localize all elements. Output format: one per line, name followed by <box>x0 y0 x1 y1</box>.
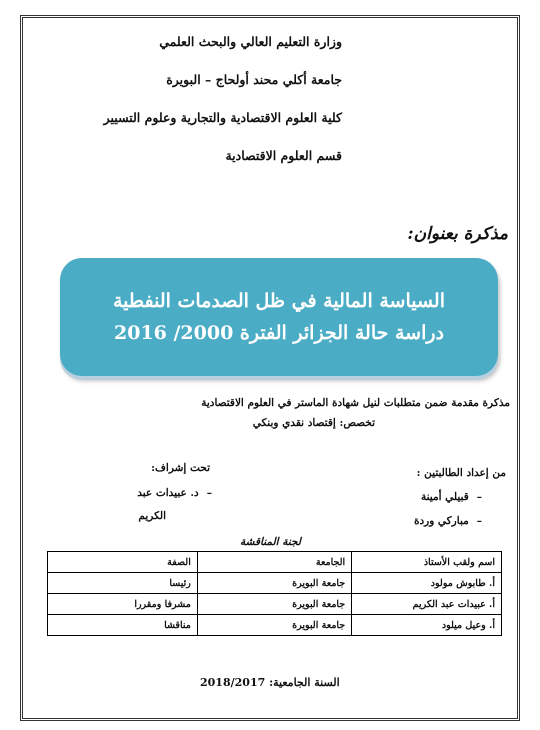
thesis-title-box <box>60 258 498 376</box>
column-header: الصفة <box>48 552 198 573</box>
academic-year <box>200 676 340 689</box>
table-cell: مشرفا ومقررا <box>48 594 198 615</box>
university-name: جامعة أكلي محند أولحاج – البويرة <box>166 72 342 87</box>
committee-title: لجنة المناقشة <box>240 536 302 548</box>
faculty-name: كلية العلوم الاقتصادية والتجارية وعلوم التسيير <box>103 110 342 125</box>
academic-year-value: 2018/2017 <box>200 676 266 689</box>
students-label: من إعداد الطالبتين : <box>416 467 506 479</box>
column-header: الجامعة <box>197 552 351 573</box>
ministry-name: وزارة التعليم العالي والبحث العلمي <box>159 34 342 49</box>
table-cell: أ. وعيل ميلود <box>352 615 502 636</box>
supervisor-label: تحت إشراف: <box>151 462 210 474</box>
table-cell: جامعة البويرة <box>197 594 351 615</box>
memo-label: مذكرة بعنوان: <box>407 224 508 244</box>
table-row <box>48 594 502 615</box>
student-name-1 <box>421 491 482 503</box>
list-marker: – <box>476 491 482 503</box>
table-cell: جامعة البويرة <box>197 573 351 594</box>
table-cell: جامعة البويرة <box>197 615 351 636</box>
thesis-title-line-1: السياسة المالية في ظل الصدمات النفطية <box>113 290 445 312</box>
committee-table <box>47 551 502 636</box>
student-name-2 <box>414 515 482 527</box>
department-name: قسم العلوم الاقتصادية <box>225 148 342 163</box>
supervisor-name <box>137 487 212 499</box>
table-cell: أ. طابوش مولود <box>352 573 502 594</box>
list-marker: – <box>206 487 212 499</box>
table-header-row <box>48 552 502 573</box>
specialty-text: تخصص: إقتصاد نقدي وبنكي <box>252 417 375 429</box>
thesis-title-line-2: دراسة حالة الجزائر الفترة 2000/ 2016 <box>113 322 445 344</box>
supervisor-name-text: د. عبيدات عبد <box>137 487 199 499</box>
table-cell: رئيسا <box>48 573 198 594</box>
requirement-text: مذكرة مقدمة ضمن متطلبات لنيل شهادة الماستر في العلوم الاقتصادية <box>201 397 510 409</box>
student-name-1-text: قبيلي أمينة <box>421 491 469 503</box>
supervisor-name-continued: الكريم <box>138 510 166 522</box>
table-row <box>48 573 502 594</box>
table-cell: أ. عبيدات عبد الكريم <box>352 594 502 615</box>
table-cell: مناقشا <box>48 615 198 636</box>
table-row <box>48 615 502 636</box>
academic-year-label: السنة الجامعية: <box>269 676 340 689</box>
column-header: اسم ولقب الأستاذ <box>352 552 502 573</box>
student-name-2-text: مباركي وردة <box>413 515 469 527</box>
list-marker: – <box>476 515 482 527</box>
